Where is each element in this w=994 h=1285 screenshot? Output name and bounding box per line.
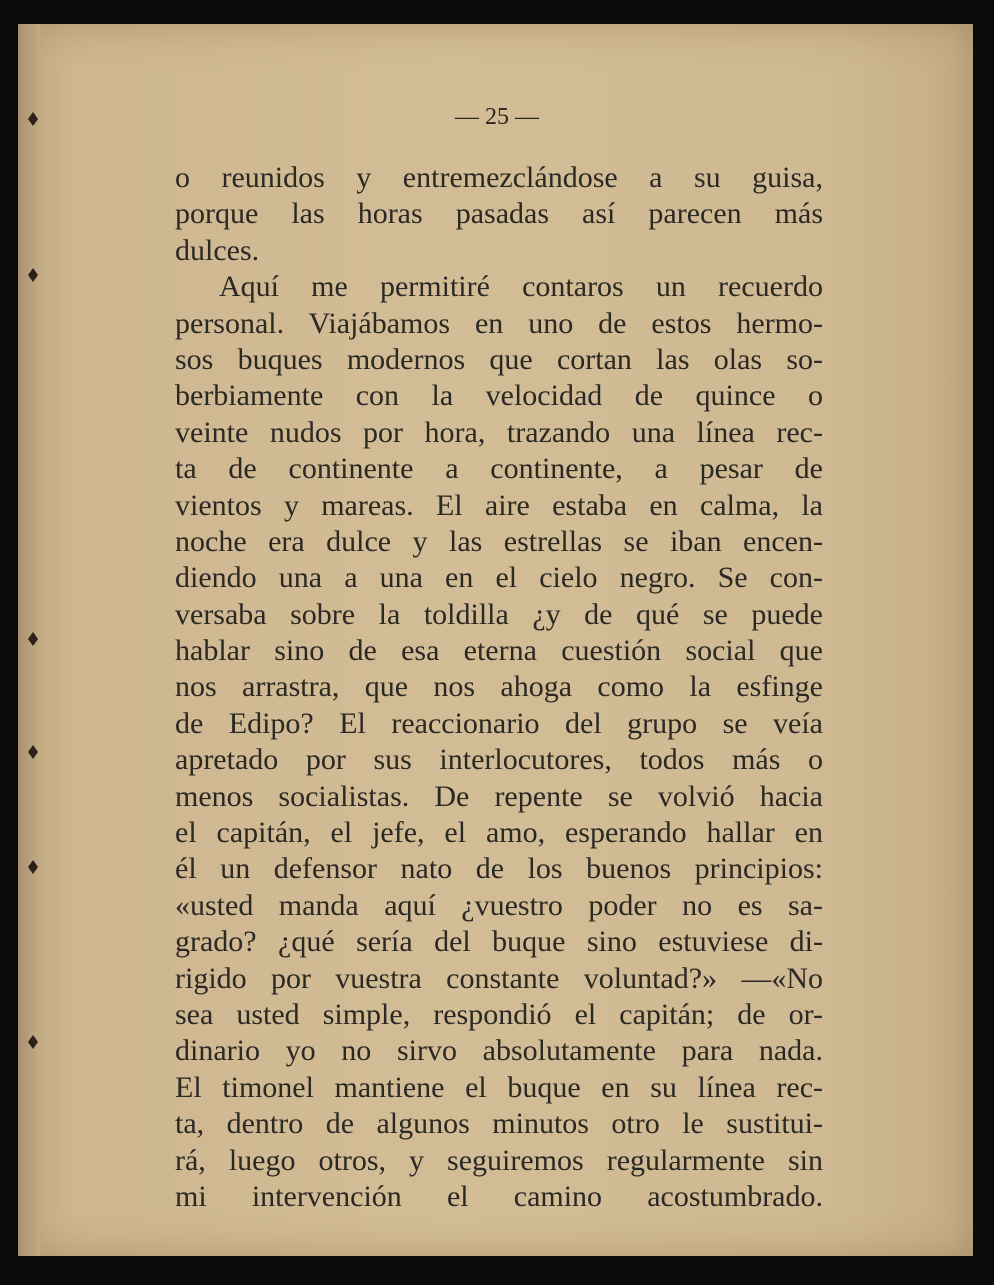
- text-line: Aquí me permitiré contaros un recuerdo: [219, 270, 823, 304]
- text-line: sos buques modernos que cortan las olas so-: [175, 342, 823, 376]
- text-line: ta, dentro de algunos minutos otro le sustitui-: [175, 1107, 823, 1141]
- text-line: veinte nudos por hora, trazando una línea rec-: [175, 415, 823, 449]
- text-line: personal. Viajábamos en uno de estos hermo-: [175, 306, 823, 340]
- text-line: dulces.: [175, 233, 260, 267]
- text-line: dinario yo no sirvo absolutamente para nada.: [175, 1034, 823, 1068]
- text-line: vientos y mareas. El aire estaba en calma, la: [175, 488, 823, 522]
- text-line: sea usted simple, respondió el capitán; de or-: [175, 997, 823, 1031]
- text-line: hablar sino de esa eterna cuestión social que: [175, 634, 823, 668]
- text-line: menos socialistas. De repente se volvió hacia: [175, 779, 823, 813]
- text-line: el capitán, el jefe, el amo, esperando hallar en: [175, 816, 823, 850]
- body-text: [175, 160, 823, 1215]
- text-line: mi intervención el camino acostumbrado.: [175, 1179, 823, 1213]
- text-line: berbiamente con la velocidad de quince o: [175, 379, 823, 413]
- text-line: rá, luego otros, y seguiremos regularmente sin: [175, 1143, 823, 1177]
- text-line: o reunidos y entremezclándose a su guisa,: [175, 161, 823, 194]
- text-line: porque las horas pasadas así parecen más: [175, 197, 823, 231]
- text-line: noche era dulce y las estrellas se iban encen-: [175, 524, 823, 558]
- text-line: nos arrastra, que nos ahoga como la esfinge: [175, 670, 823, 704]
- text-line: rigido por vuestra constante voluntad?» —«No: [175, 961, 823, 995]
- text-line: El timonel mantiene el buque en su línea rec-: [175, 1070, 823, 1104]
- text-line: de Edipo? El reaccionario del grupo se veía: [175, 706, 823, 740]
- text-line: ta de continente a continente, a pesar de: [175, 452, 823, 486]
- text-line: apretado por sus interlocutores, todos más o: [175, 743, 823, 777]
- text-line: grado? ¿qué sería del buque sino estuviese di-: [175, 925, 823, 959]
- text-line: «usted manda aquí ¿vuestro poder no es sa-: [175, 888, 823, 922]
- text-line: versaba sobre la toldilla ¿y de qué se puede: [175, 597, 823, 631]
- text-line: él un defensor nato de los buenos principios:: [175, 852, 823, 886]
- page-number: — 25 —: [455, 104, 539, 130]
- text-line: diendo una a una en el cielo negro. Se con-: [175, 561, 823, 595]
